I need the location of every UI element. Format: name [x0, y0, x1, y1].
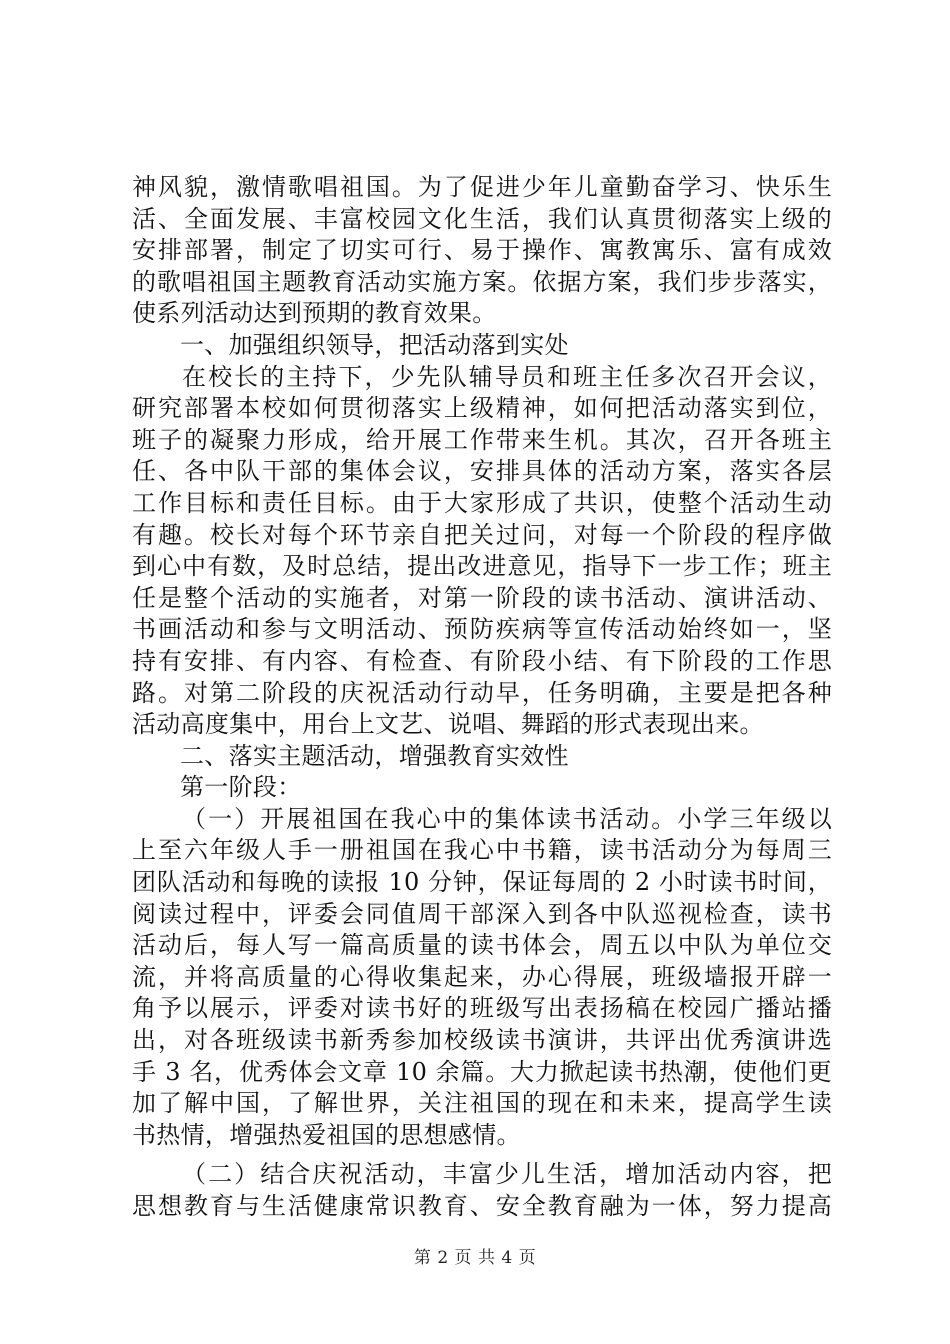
- text-line: 手 3 名，优秀体会文章 10 余篇。大力掀起读书热潮，使他们更: [132, 1057, 832, 1086]
- document-body: [132, 172, 832, 1223]
- subsection-heading: 第一阶段：: [180, 773, 302, 802]
- text-line: 角予以展示，评委对读书好的班级写出表扬稿在校园广播站播: [132, 994, 832, 1023]
- text-line: 神风貌，激情歌唱祖国。为了促进少年儿童勤奋学习、快乐生: [132, 173, 832, 201]
- text-line: 团队活动和每晚的读报 10 分钟，保证每周的 2 小时读书时间，: [132, 868, 833, 897]
- text-line: 路。对第二阶段的庆祝活动行动早，任务明确，主要是把各种: [132, 678, 832, 707]
- text-line: 活、全面发展、丰富校园文化生活，我们认真贯彻落实上级的: [132, 204, 832, 233]
- text-line: 班子的凝聚力形成，给开展工作带来生机。其次，召开各班主: [132, 425, 832, 454]
- text-line: 思想教育与生活健康常识教育、安全教育融为一体，努力提高: [132, 1192, 832, 1220]
- text-line: 有趣。校长对每个环节亲自把关过问，对每一个阶段的程序做: [132, 520, 832, 549]
- text-line: 持有安排、有内容、有检查、有阶段小结、有下阶段的工作思: [132, 646, 832, 675]
- text-line: 活动后，每人写一篇高质量的读书体会，周五以中队为单位交: [132, 931, 832, 960]
- text-line: 加了解中国，了解世界，关注祖国的现在和未来，提高学生读: [132, 1089, 832, 1118]
- paragraph-gap: [132, 1151, 832, 1159]
- page-number-footer: 第 2 页 共 4 页: [413, 1248, 537, 1268]
- text-line: 流，并将高质量的心得收集起来，办心得展，班级墙报开辟一: [132, 962, 832, 991]
- text-line: 的歌唱祖国主题教育活动实施方案。依据方案，我们步步落实，: [132, 267, 832, 296]
- section-heading: 二、落实主题活动，增强教育实效性: [180, 741, 569, 770]
- text-line: 书热情，增强热爱祖国的思想感情。: [132, 1120, 521, 1149]
- text-line: 活动高度集中，用台上文艺、说唱、舞蹈的形式表现出来。: [132, 710, 764, 739]
- text-line: 任、各中队干部的集体会议，安排具体的活动方案，落实各层: [132, 457, 832, 486]
- text-line: 研究部署本校如何贯彻落实上级精神，如何把活动落实到位，: [132, 394, 832, 423]
- text-line: 工作目标和责任目标。由于大家形成了共识，使整个活动生动: [132, 488, 832, 517]
- text-line: 出，对各班级读书新秀参加校级读书演讲，共评出优秀演讲选: [132, 1026, 832, 1055]
- text-line: 在校长的主持下，少先队辅导员和班主任多次召开会议，: [182, 362, 832, 391]
- section-heading: 一、加强组织领导，把活动落到实处: [180, 330, 569, 359]
- text-line: 安排部署，制定了切实可行、易于操作、寓教寓乐、富有成效: [132, 236, 832, 265]
- text-line: 阅读过程中，评委会同值周干部深入到各中队巡视检查，读书: [132, 899, 832, 928]
- text-line: 书画活动和参与文明活动、预防疾病等宣传活动始终如一，坚: [132, 615, 832, 644]
- text-line: 任是整个活动的实施者，对第一阶段的读书活动、演讲活动、: [132, 583, 832, 612]
- text-line: （一）开展祖国在我心中的集体读书活动。小学三年级以: [182, 804, 832, 833]
- text-line: （二）结合庆祝活动，丰富少儿生活，增加活动内容，把: [182, 1160, 832, 1189]
- text-line: 上至六年级人手一册祖国在我心中书籍，读书活动分为每周三: [132, 836, 832, 865]
- text-line: 到心中有数，及时总结，提出改进意见，指导下一步工作；班主: [132, 552, 832, 581]
- text-line: 使系列活动达到预期的教育效果。: [132, 299, 497, 328]
